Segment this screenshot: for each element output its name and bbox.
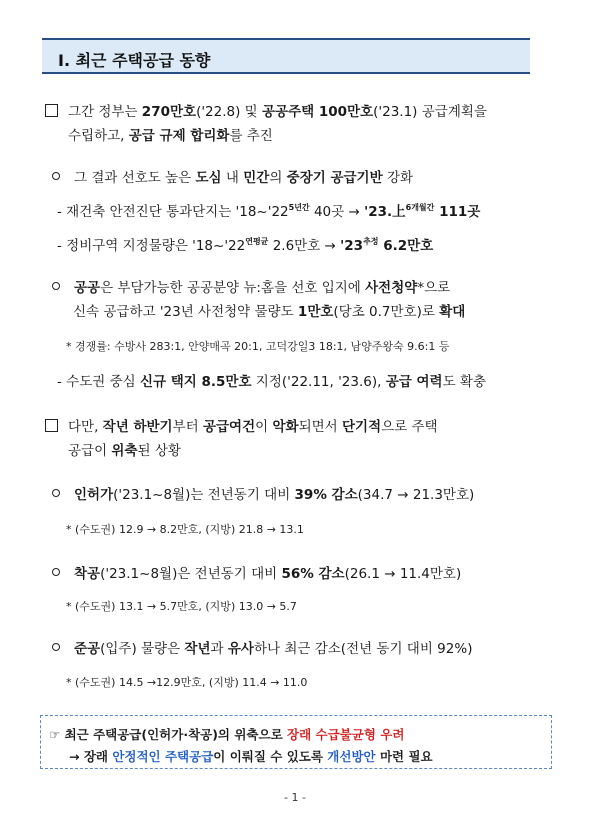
circle-bullet-icon: [52, 282, 60, 290]
circle-bullet-icon: [52, 643, 60, 651]
footnote-completion: * (수도권) 14.5 →12.9만호, (지방) 11.4 → 11.0: [66, 676, 308, 689]
square-bullet-icon: [45, 419, 58, 432]
footnote-competition-rate: * 경쟁률: 수방사 283:1, 안양매곡 20:1, 고덕강일3 18:1, 남양주왕숙 9.6:1 등: [66, 340, 450, 353]
sub-paragraph-1-1: [52, 166, 413, 186]
text: 확대: [439, 304, 466, 320]
text: 과: [210, 641, 228, 657]
paragraph-1-line-1: [45, 100, 487, 120]
text: 내: [221, 170, 244, 186]
text: 장래 수급불균형 우려: [287, 727, 405, 742]
dash-item-reconstruction: [57, 200, 480, 220]
text: 으로 주택: [381, 419, 438, 435]
dash-item-maintenance-zone: [57, 234, 433, 254]
text: 이 이뤄질 수 있도록: [213, 749, 328, 764]
sub-paragraph-completion: [52, 637, 472, 657]
text: 그간 정부는: [68, 104, 142, 120]
text: 공공주택 100만호: [262, 104, 374, 120]
text: 56% 감소: [281, 566, 345, 582]
paragraph-2-line-2: [68, 439, 181, 459]
text: 270만호: [141, 104, 197, 120]
text: (26.1 → 11.4만호): [344, 566, 462, 582]
paragraph-2-line-1: [45, 415, 438, 435]
callout-line-2: [69, 747, 433, 765]
text: 강화: [382, 170, 414, 186]
text: 중장기 공급기반: [286, 170, 383, 186]
text: 작년: [184, 641, 211, 657]
text: 도심: [195, 170, 222, 186]
text: 마련 필요: [375, 749, 433, 764]
footnote-construction-start: * (수도권) 13.1 → 5.7만호, (지방) 13.0 → 5.7: [66, 600, 297, 613]
text: 신속 공급하고 '23년 사전청약 물량도: [73, 304, 298, 320]
sub-paragraph-1-4-line-2: [73, 300, 465, 320]
sub-paragraph-permits: [52, 483, 474, 503]
text: 유사: [227, 641, 254, 657]
text: ('23.1~8월)는 전년동기 대비: [113, 487, 295, 503]
superscript: 6개월간: [405, 203, 435, 212]
superscript: 추정: [363, 237, 379, 246]
text: → 장래: [69, 749, 113, 764]
paragraph-1-line-2: [68, 124, 273, 144]
dash-item-new-land: [57, 370, 486, 390]
circle-bullet-icon: [52, 172, 60, 180]
text: 2.6만호 →: [268, 238, 341, 254]
text: 된 상황: [137, 443, 181, 459]
text: 111곳: [434, 204, 481, 220]
sub-paragraph-construction-start: [52, 562, 461, 582]
text: 은 부담가능한 공공분양 뉴:홈을 선호 입지에: [100, 280, 366, 296]
text: '23.上: [364, 204, 406, 220]
text: 위축: [111, 443, 138, 459]
text: *으로: [417, 280, 451, 296]
text: ('22.8) 및: [196, 104, 262, 120]
text: ('23.1~8월)은 전년동기 대비: [100, 566, 282, 582]
text: 작년 하반기: [102, 419, 173, 435]
text: 를 추진: [229, 128, 273, 144]
text: 지정('22.11, '23.6),: [251, 374, 386, 390]
text: 공급여건: [202, 419, 256, 435]
text: (당초 0.7만호)로: [333, 304, 440, 320]
text: '23: [340, 238, 364, 254]
callout-line-1: [49, 725, 404, 743]
text: 사전청약: [365, 280, 418, 296]
text: 민간: [243, 170, 270, 186]
circle-bullet-icon: [52, 489, 60, 497]
text: - 정비구역 지정물량은 '18~'22: [57, 238, 246, 254]
text: (입주) 물량은: [100, 641, 185, 657]
footnote-permits: * (수도권) 12.9 → 8.2만호, (지방) 21.8 → 13.1: [66, 523, 304, 536]
text: 39% 감소: [294, 487, 358, 503]
text: 수립하고,: [68, 128, 129, 144]
text: 착공: [74, 566, 101, 582]
text: 공공: [74, 280, 101, 296]
page-number: - 1 -: [284, 791, 306, 804]
text: 도 확충: [442, 374, 487, 390]
text: - 수도권 중심: [57, 374, 140, 390]
square-bullet-icon: [45, 104, 58, 117]
text: 이: [255, 419, 273, 435]
text: 6.2만호: [378, 238, 434, 254]
text: 40곳 →: [309, 204, 365, 220]
text: 공급 여력: [385, 374, 443, 390]
text: 그 결과 선호도 높은: [74, 170, 196, 186]
text: 신규 택지 8.5만호: [139, 374, 252, 390]
text: 부터: [172, 419, 203, 435]
circle-bullet-icon: [52, 568, 60, 576]
text: 악화: [272, 419, 299, 435]
text: (전년 동기 대비 92%): [340, 641, 473, 657]
text: 안정적인 주택공급: [112, 749, 214, 764]
text: 공급이: [68, 443, 112, 459]
section-heading: Ⅰ. 최근 주택공급 동향: [58, 51, 211, 70]
text: ('23.1) 공급계획을: [373, 104, 487, 120]
text: (34.7 → 21.3만호): [357, 487, 475, 503]
text: 하나 최근 감소: [253, 641, 341, 657]
summary-callout-box: [40, 715, 552, 769]
text: 다만,: [68, 419, 103, 435]
text: 1만호: [297, 304, 334, 320]
text: 단기적: [341, 419, 382, 435]
superscript: 연평균: [245, 237, 269, 246]
text: 개선방안: [327, 749, 376, 764]
text: 공급 규제 합리화: [128, 128, 230, 144]
text: 의: [269, 170, 287, 186]
text: - 재건축 안전진단 통과단지는 '18~'22: [57, 204, 289, 220]
text: 되면서: [298, 419, 342, 435]
superscript: 5년간: [288, 203, 310, 212]
text: 인허가: [74, 487, 114, 503]
pointing-hand-icon: ☞: [49, 727, 61, 742]
sub-paragraph-1-4-line-1: [52, 276, 450, 296]
text: 준공: [74, 641, 101, 657]
text: 최근 주택공급(인허가·착공)의 위축으로: [64, 727, 288, 742]
